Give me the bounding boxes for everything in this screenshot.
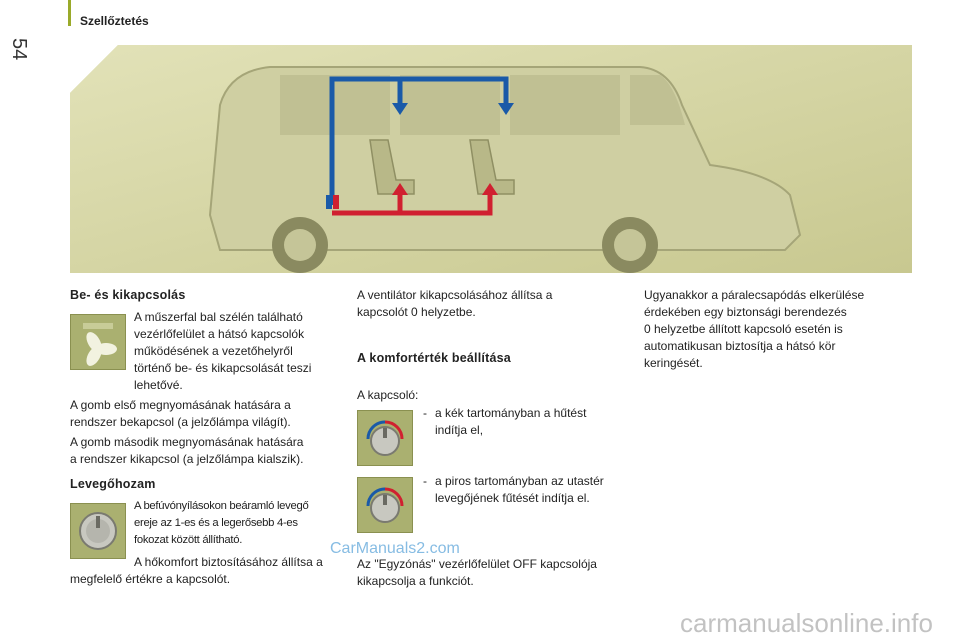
heading-air-flow: Levegőhozam bbox=[70, 477, 156, 491]
temperature-knob-cold-icon bbox=[358, 411, 412, 465]
air-flow-knob-image bbox=[70, 503, 126, 559]
text-line: automatikusan biztosítja a hátsó kör bbox=[644, 339, 836, 353]
text-line: lehetővé. bbox=[134, 378, 183, 392]
heating-knob-image bbox=[357, 477, 413, 533]
knob-icon bbox=[71, 504, 125, 558]
van-ventilation-illustration bbox=[70, 45, 912, 273]
cooling-knob-image bbox=[357, 410, 413, 466]
site-watermark: carmanualsonline.info bbox=[680, 608, 933, 638]
text-line: A műszerfal bal szélén található bbox=[134, 310, 303, 324]
text-line: történő be- és kikapcsolását teszi bbox=[134, 361, 312, 375]
text-line: indítja el, bbox=[435, 423, 484, 437]
heading-on-off: Be- és kikapcsolás bbox=[70, 288, 186, 302]
carmanuals-watermark: CarManuals2.com bbox=[330, 540, 460, 557]
text-line: kikapcsolja a funkciót. bbox=[357, 574, 474, 588]
text-line: rendszer bekapcsol (a jelzőlámpa világít). bbox=[70, 415, 291, 429]
section-title: Szellőztetés bbox=[80, 14, 149, 28]
text-line: A befúvónyílásokon beáramló levegő bbox=[134, 500, 309, 512]
first-press-text bbox=[70, 397, 345, 431]
fan-icon bbox=[71, 315, 125, 369]
cooling-item-text bbox=[435, 405, 635, 439]
thermal-comfort-text bbox=[134, 554, 349, 571]
text-line: Ugyanakkor a páralecsapódás elkerülése bbox=[644, 288, 865, 302]
fan-switch-image bbox=[70, 314, 126, 370]
text-line: érdekében egy biztonsági berendezés bbox=[644, 305, 847, 319]
fan-off-text bbox=[357, 287, 627, 321]
list-dash: - bbox=[423, 474, 427, 488]
on-off-description bbox=[134, 309, 344, 394]
text-line: a piros tartományban az utastér bbox=[435, 474, 604, 488]
switch-label: A kapcsoló: bbox=[357, 388, 419, 402]
text-line: kapcsolót 0 helyzetbe. bbox=[357, 305, 476, 319]
text-line: vezérlőfelület a hátsó kapcsolók bbox=[134, 327, 305, 341]
text-line: Az "Egyzónás" vezérlőfelület OFF kapcsolója bbox=[357, 557, 597, 571]
text-line: A gomb második megnyomásának hatására bbox=[70, 435, 304, 449]
single-zone-off-text bbox=[357, 556, 642, 590]
text-line: megfelelő értékre a kapcsolót. bbox=[70, 572, 231, 586]
text-line: A ventilátor kikapcsolásához állítsa a bbox=[357, 288, 553, 302]
temperature-knob-hot-icon bbox=[358, 478, 412, 532]
heading-comfort-setting: A komfortérték beállítása bbox=[357, 351, 511, 365]
rear-circuit-text bbox=[644, 287, 914, 372]
section-accent-bar bbox=[68, 0, 71, 26]
van-illustration-icon bbox=[70, 45, 912, 273]
list-dash: - bbox=[423, 406, 427, 420]
text-line: A hőkomfort biztosításához állítsa a bbox=[134, 555, 323, 569]
thermal-comfort-text-cont bbox=[70, 571, 350, 588]
text-line: keringését. bbox=[644, 356, 703, 370]
heating-item-text bbox=[435, 473, 640, 507]
air-flow-description bbox=[134, 498, 346, 549]
text-line: a rendszer kikapcsol (a jelzőlámpa kialszik). bbox=[70, 452, 304, 466]
text-line: A gomb első megnyomásának hatására a bbox=[70, 398, 291, 412]
text-line: levegőjének fűtését indítja el. bbox=[435, 491, 590, 505]
text-line: a kék tartományban a hűtést bbox=[435, 406, 587, 420]
text-line: fokozat között állítható. bbox=[134, 534, 243, 546]
text-line: működésének a vezetőhelyről bbox=[134, 344, 293, 358]
text-line: ereje az 1-es és a legerősebb 4-es bbox=[134, 517, 298, 529]
page-number: 54 bbox=[8, 38, 30, 61]
text-line: 0 helyzetbe állított kapcsoló esetén is bbox=[644, 322, 843, 336]
second-press-text bbox=[70, 434, 345, 468]
